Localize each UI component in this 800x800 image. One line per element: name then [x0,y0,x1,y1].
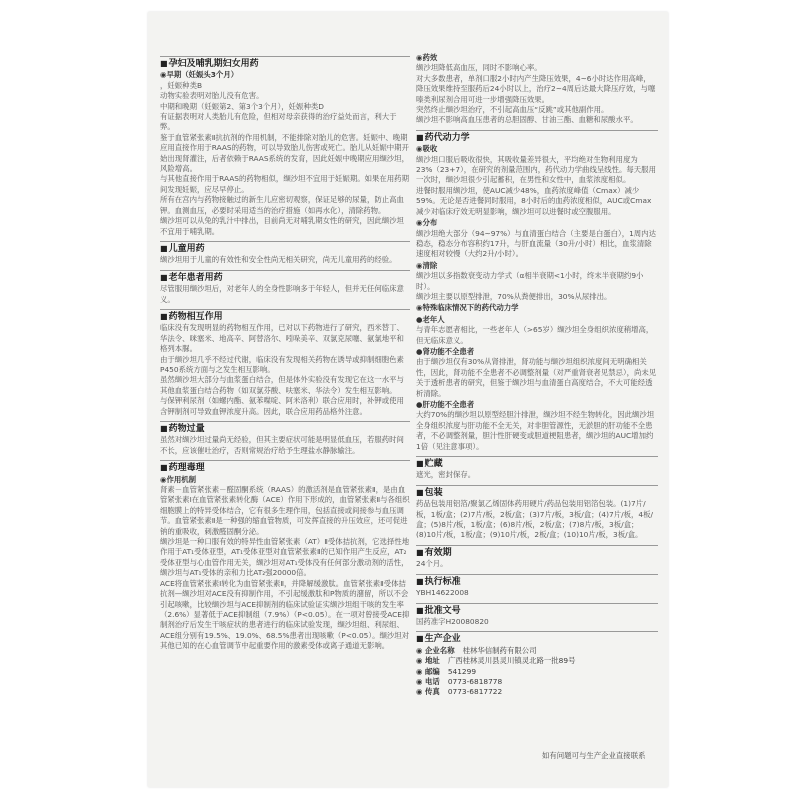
paragraph: 大约70%的缬沙坦以原型经胆汁排泄，缬沙坦不经生物转化，因此缬沙坦全身组织浓度与肝功能不全无关，对非胆管源性，无淤胆的肝功能不全患者，不必调整剂量，胆汁性肝硬变或胆道梗阻患者，缬沙坦的AUC增加约1倍（见注意事项）。 [416,410,655,451]
section-marker-icon: ■ [416,487,424,497]
leaflet-sheet [148,12,668,787]
paragraph: 遮光，密封保存。 [416,470,476,480]
section-title-text: 批准文号 [424,605,461,616]
paragraph: 国药准字H20080820 [416,616,489,626]
subsection-title: ●肾功能不全患者 [416,346,475,356]
paragraph: 缬沙坦不影响高血压患者的总胆固醇、甘油三酯、血糖和尿酸水平。 [416,115,638,125]
paragraph: 24个月。 [416,559,448,569]
section-title-text: 药物过量 [168,424,205,434]
paragraph: 临床没有发现明显的药物相互作用，已对以下药物进行了研究，西米替丁、华法令、咪塞米、地高辛、阿替洛尔、吲哚美辛、双氯克尿噻、氨氯地平和格列本脲。 [160,323,404,354]
paragraph: 由于缬沙坦仅有30%从肾排泄，肾功能与缬沙坦组织浓度间无明确相关性，因此，肾功能不全患者不必调整剂量（对严重肾衰者见禁忌），尚未见关于透析患者的研究，但鉴于缬沙坦与血清蛋白高度结合，不大可能经透析清除。 [416,357,657,398]
manufacturer-key: ◉ 传真 [416,687,440,697]
section-title-text: 药物相互作用 [168,311,223,322]
section-title [416,485,658,498]
section-marker-icon: ■ [160,59,168,68]
paragraph: 与其他直接作用于RAAS的药物相似，缬沙坦不宜用于妊娠期。如果在用药期间发现妊娠，应尽早停止。 [160,174,409,194]
manufacturer-value: 0773-6818778 [447,676,503,686]
section-title-text: 药理毒理 [168,463,205,474]
paragraph: 缬沙坦主要以原型排泄，70%从粪便排出，30%从尿排出。 [416,291,612,301]
section-marker-icon: ■ [160,463,168,473]
section-marker-icon: ■ [416,459,424,469]
paragraph: 突然终止缬沙坦治疗，不引起高血压“反跳”或其他副作用。 [416,105,609,115]
section-title [416,456,658,469]
section-marker-icon: ■ [416,576,424,586]
section-marker-icon: ■ [416,634,424,644]
section-marker-icon: ■ [416,132,424,142]
paragraph: 药品包装用铝箔/聚氯乙烯固体药用硬片/药品包装用铝箔包装。(1)7片/板，1板/盒；(2)7片/板，2板/盒；(3)7片/板，3板/盒；(4)7片/板，4板/盒；(5)8片/板，1板/盒；(6)8片/板，2板/盒；(7)8片/板，3板/盒；(8)10片/板，1板/盒；(9)10片/板，2板/盒；(10)10片/板，3板/盒。 [416,499,653,540]
paragraph: 缬沙坦以多指数衰变动力学式（α相半衰期<1小时，终末半衰期约9小时）。 [416,271,644,291]
manufacturer-row [416,687,658,697]
paragraph: 对大多数患者，单剂口服2小时内产生降压效果，4~6小时达作用高峰，降压效果维持至服药后24小时以上，治疗2~4周后达最大降压疗效，与噻嗪类利尿剂合用可进一步增强降压效果。 [416,73,656,104]
manufacturer-value: 广西桂林灵川县灵川镇灵北路一批89号 [447,656,576,666]
manufacturer-key: ◉ 地址 [416,656,440,666]
paragraph: 缬沙坦可以从兔的乳汁中排出，目前尚无对哺乳期女性的研究，因此缬沙坦不宜用于哺乳期。 [160,216,404,236]
section-title-text: 老年患者用药 [168,272,223,283]
section-title [160,270,410,283]
paragraph: 虽然缬沙坦大部分与血浆蛋白结合，但是体外实验没有发现它在这一水平与其他血浆蛋白结合药物（如双氯芬酸、呋塞米、华法令）发生相互影响。 [160,375,404,395]
section-title-text: 有效期 [424,547,452,558]
section-marker-icon: ■ [160,272,168,282]
subsection-title: ◉早期（妊娠头3个月） [160,70,239,80]
paragraph: 缬沙坦绝大部分（94~97%）与血清蛋白结合（主要是白蛋白），1周内达稳态，稳态分布容积约17升，与肝血流量（30升/小时）相比，血浆清除速度相对较慢（大约2升/小时）。 [416,228,656,259]
section-title [160,241,410,254]
manufacturer-value: 桂林华信制药有限公司 [462,645,537,655]
section-title [416,130,658,143]
section-title-text: 生产企业 [424,634,461,645]
section-title-text: 孕妇及哺乳期妇女用药 [168,59,259,69]
subsection-title: ◉吸收 [416,144,438,154]
manufacturer-key: ◉ 邮编 [416,666,440,676]
paragraph: 有证据表明对人类胎儿有危险，但相对母亲获得的治疗益处而言，利大于弊。 [160,112,397,132]
manufacturer-value: 541299 [447,666,477,676]
paragraph: 鉴于血管紧张素Ⅱ抗抗剂的作用机制，不能排除对胎儿的危害。妊娠中、晚期应用直接作用于RAAS的药物，可以导致胎儿伤害或死亡。胎儿从妊娠中期开始出现肾灌注，后者依赖于RAAS系统的发育，因此妊娠中晚期应用缬沙坦，风险增高。 [160,132,409,174]
section-title [160,56,410,69]
section-marker-icon: ■ [160,243,168,253]
section-title [160,421,410,434]
subsection-title: ◉特殊临床情况下的药代动力学 [416,303,519,313]
section-marker-icon: ■ [416,547,424,557]
subsection-title: ◉药效 [416,53,438,62]
subsection-title: ◉作用机制 [160,474,197,484]
subsection-title: ◉分布 [416,218,438,228]
section-marker-icon: ■ [416,605,424,615]
manufacturer-key: ◉ 企业名称 [416,645,455,655]
paragraph: 与保钾利尿剂（如螺内酯、氨苯喋啶、阿米洛利）联合应用时，补钾或使用含钾制剂可导致血钾浓度升高。因此，联合应用药品格外注意。 [160,396,404,416]
paragraph: 肾素－血管紧张素－醛固酮系统（RAAS）的激活剂是血管紧张素Ⅱ，是由血管紧张素Ⅰ在血管紧张素转化酶（ACE）作用下形成的，血管紧张素Ⅱ与各组织细胞膜上的特异受体结合，它有很多生理作用，包括直接或间接参与血压调节。血管紧张素Ⅱ是一种强的缩血管物质，可发挥直接的升压效应，还可促进钠的重吸收，刺激醛固酮分泌。 [160,485,410,536]
paragraph: ，妊娠种类B [160,80,203,90]
section-title [416,603,658,616]
paragraph: 中期和晚期（妊娠第2、第3个3个月），妊娠种类D [160,101,324,111]
section-title-text: 包装 [424,487,443,498]
paragraph: 缬沙坦降低高血压，同时不影响心率。 [416,63,542,73]
manufacturer-row [416,646,658,656]
paragraph: 动物实验表明对胎儿没有危害。 [160,91,264,101]
manufacturer-value: 0773-6817722 [447,687,503,697]
paragraph: 虽然对缬沙坦过量尚无经验，但其主要症状可能是明显低血压，若服药时间不长，应该催吐治疗，否则常规治疗给予生理盐水静脉输注。 [160,435,404,455]
paragraph: YBH14622008 [416,588,469,598]
section-title [160,309,410,322]
paragraph: 与青年志愿者相比，一些老年人（>65岁）缬沙坦全身组织浓度稍增高，但无临床意义。 [416,325,654,345]
manufacturer-row [416,677,658,687]
section-title [416,545,658,558]
manufacturer-row [416,656,658,666]
right-column [416,52,658,698]
paragraph: 缬沙坦是一种口服有效的特异性血管紧张素（AT）Ⅱ受体拮抗剂，它选择性地作用于AT₁受体亚型，AT₁受体亚型对血管紧张素Ⅱ的已知作用产生反应，AT₂受体亚型与心血管作用无关，缬沙坦对AT₁受体没有任何部分激动剂的活性，缬沙坦与AT₁受体的亲和力比AT₂强20000倍。 [160,537,410,578]
paragraph: 缬沙坦口服后吸收很快，其吸收量差异很大，平均绝对生物利用度为23%（23+7），在研究的剂量范围内，药代动力学曲线呈线性。每天服用一次时，缬沙坦很少引起蓄积，在男性和女性中，血浆浓度相似。 [416,154,656,185]
manufacturer-key: ◉ 电话 [416,676,440,686]
paragraph: ACE将血管紧张素Ⅰ转化为血管紧张素Ⅱ，并降解缓激肽。血管紧张素Ⅱ受体拮抗剂—缬沙坦对ACE没有抑制作用，不引起缓激肽和P物质的潴留，所以不会引起咳嗽，比较缬沙坦与ACE抑制剂的临床试验证实缬沙坦组干咳的发生率（2.6%）显著低于ACE抑制组（7.9%）（P<0.05）。在一项对曾接受ACE抑制剂治疗后发生干咳症状的患者进行的临床试验发现，缬沙坦组、利尿组、ACE组分别有19.5%、19.0%、68.5%患者出现咳嗽（P<0.05）。缬沙坦对其他已知的在心血管调节中起重要作用的激素受体或离子通道无影响。 [160,578,410,651]
section-title [160,460,410,473]
footer-note: 如有问题可与生产企业直接联系 [542,751,646,760]
paragraph: 进餐时服用缬沙坦，使AUC减少48%，血药浓度峰值（Cmax）减少59%。无论是否进餐同时服用，8小时后的血药浓度相似，AUC或Cmax减少对临床疗效无明显影响，缬沙坦可以进餐时或空腹服用。 [416,185,652,216]
subsection-title: ◉清除 [416,260,438,270]
manufacturer-row [416,667,658,677]
section-marker-icon: ■ [160,311,168,321]
paragraph: 尽管服用缬沙坦后，对老年人的全身性影响多于年轻人，但并无任何临床意义。 [160,284,404,304]
paragraph: 缬沙坦用于儿童的有效性和安全性尚无相关研究，尚无儿童用药的经验。 [160,255,397,265]
section-title-text: 药代动力学 [424,132,470,143]
section-title-text: 贮藏 [424,459,443,470]
subsection-title: ●肝功能不全患者 [416,400,475,409]
section-title-text: 儿童用药 [168,243,205,254]
section-title-text: 执行标准 [424,576,461,587]
section-title [416,574,658,587]
section-marker-icon: ■ [160,424,168,433]
section-title [416,631,658,644]
left-column [160,52,410,652]
paragraph: 由于缬沙坦几乎不经过代谢，临床没有发现相关药物在诱导或抑制细胞色素P450系统方面与之发生相互影响。 [160,354,404,374]
paragraph: 所有在宫内与药物接触过的新生儿应密切观察，保证足够的尿量，防止高血钾。血测血压，必要时采用适当的治疗措施（如再水化），清除药物。 [160,195,404,215]
subsection-title: ●老年人 [416,314,445,324]
